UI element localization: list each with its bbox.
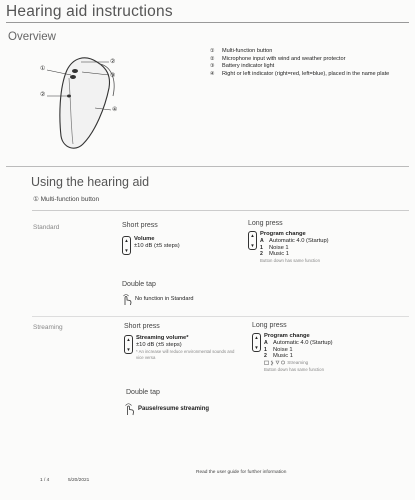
arrow-up-icon: ▲ bbox=[124, 238, 129, 243]
standard-short-press-header: Short press bbox=[122, 222, 158, 229]
footer-date: 5/20/2021 bbox=[68, 478, 90, 483]
streaming-source-row bbox=[264, 360, 308, 365]
using-subheading: ① Multi-function button bbox=[33, 196, 100, 203]
arrow-up-icon: ▲ bbox=[126, 337, 131, 342]
legend-item: ① Multi-function button bbox=[210, 48, 273, 54]
callout-2: ② bbox=[40, 92, 46, 98]
standard-program-title: Program change bbox=[260, 231, 306, 237]
streaming-program-entry bbox=[252, 333, 333, 374]
standard-program-entry bbox=[248, 231, 329, 265]
callout-3: ③ bbox=[110, 73, 116, 79]
arrow-down-icon: ▼ bbox=[124, 248, 129, 253]
streaming-label: Streaming bbox=[33, 324, 63, 331]
tap-hand-icon bbox=[124, 402, 135, 416]
streaming-double-tap-header: Double tap bbox=[126, 389, 160, 396]
streaming-short-press-header: Short press bbox=[124, 323, 160, 330]
legend-item: ② Microphone input with wind and weather protector bbox=[210, 55, 346, 62]
standard-double-tap-header: Double tap bbox=[122, 281, 156, 288]
streaming-double-tap-entry bbox=[124, 402, 209, 416]
page-title: Hearing aid instructions bbox=[6, 3, 173, 20]
callout-4: ④ bbox=[112, 107, 118, 113]
using-heading: Using the hearing aid bbox=[31, 175, 150, 189]
standard-label: Standard bbox=[33, 224, 60, 231]
program-item: 1 Noise 1 bbox=[264, 346, 293, 353]
streaming-volume-note: * An increase will reduce environmental sounds and vice versa bbox=[136, 348, 235, 361]
program-item: 2 Music 1 bbox=[264, 353, 293, 360]
standard-volume-title: Volume bbox=[134, 236, 155, 242]
legend-item: ③ Battery indicator light bbox=[210, 63, 275, 70]
program-item: 2 Music 1 bbox=[260, 251, 289, 258]
arrow-down-icon: ▼ bbox=[250, 243, 255, 248]
standard-program-note: Button down has same function bbox=[260, 258, 320, 264]
callout-2-right: ② bbox=[110, 59, 116, 65]
row-divider bbox=[32, 316, 409, 317]
arrow-up-icon: ▲ bbox=[254, 335, 259, 340]
overview-legend bbox=[210, 48, 400, 78]
streaming-program-note: Button down has same function bbox=[264, 367, 324, 373]
volume-button-icon bbox=[124, 335, 133, 354]
program-button-icon bbox=[248, 231, 257, 250]
streaming-program-title: Program change bbox=[264, 333, 310, 339]
callout-1: ① bbox=[40, 66, 46, 72]
footer-note: Read the user guide for further information bbox=[196, 470, 287, 475]
streaming-source-text: Streaming bbox=[287, 360, 309, 366]
arrow-up-icon: ▲ bbox=[250, 233, 255, 238]
legend-item: ④ Right or left indicator (right=red, left=blue), placed in the name plate bbox=[210, 70, 390, 77]
overview-heading: Overview bbox=[8, 31, 56, 43]
standard-long-press-header: Long press bbox=[248, 220, 283, 227]
standard-volume-detail: ±10 dB (±5 steps) bbox=[134, 242, 180, 249]
streaming-volume-title: Streaming volume* bbox=[136, 335, 189, 341]
footer-page: 1 / 4 bbox=[40, 478, 50, 483]
arrow-down-icon: ▼ bbox=[254, 345, 259, 350]
standard-double-tap-entry bbox=[122, 293, 193, 306]
streaming-long-press-header: Long press bbox=[252, 322, 287, 329]
program-button-icon bbox=[252, 333, 261, 352]
streaming-volume-detail: ±10 dB (±5 steps) bbox=[136, 341, 182, 348]
streaming-double-tap-text: Pause/resume streaming bbox=[138, 405, 210, 412]
streaming-volume-entry bbox=[124, 335, 241, 362]
title-divider bbox=[6, 22, 409, 23]
program-item: A Automatic 4.0 (Startup) bbox=[264, 339, 333, 346]
standard-double-tap-text: No function in Standard bbox=[135, 296, 194, 303]
standard-volume-entry bbox=[122, 236, 180, 255]
section-divider bbox=[6, 166, 409, 167]
program-item: A Automatic 4.0 (Startup) bbox=[260, 237, 329, 244]
tap-hand-icon bbox=[122, 293, 132, 306]
arrow-down-icon: ▼ bbox=[126, 347, 131, 352]
subsection-divider bbox=[32, 210, 409, 211]
program-item: 1 Noise 1 bbox=[260, 244, 289, 251]
streaming-source-icons bbox=[264, 360, 286, 366]
volume-button-icon bbox=[122, 236, 131, 255]
